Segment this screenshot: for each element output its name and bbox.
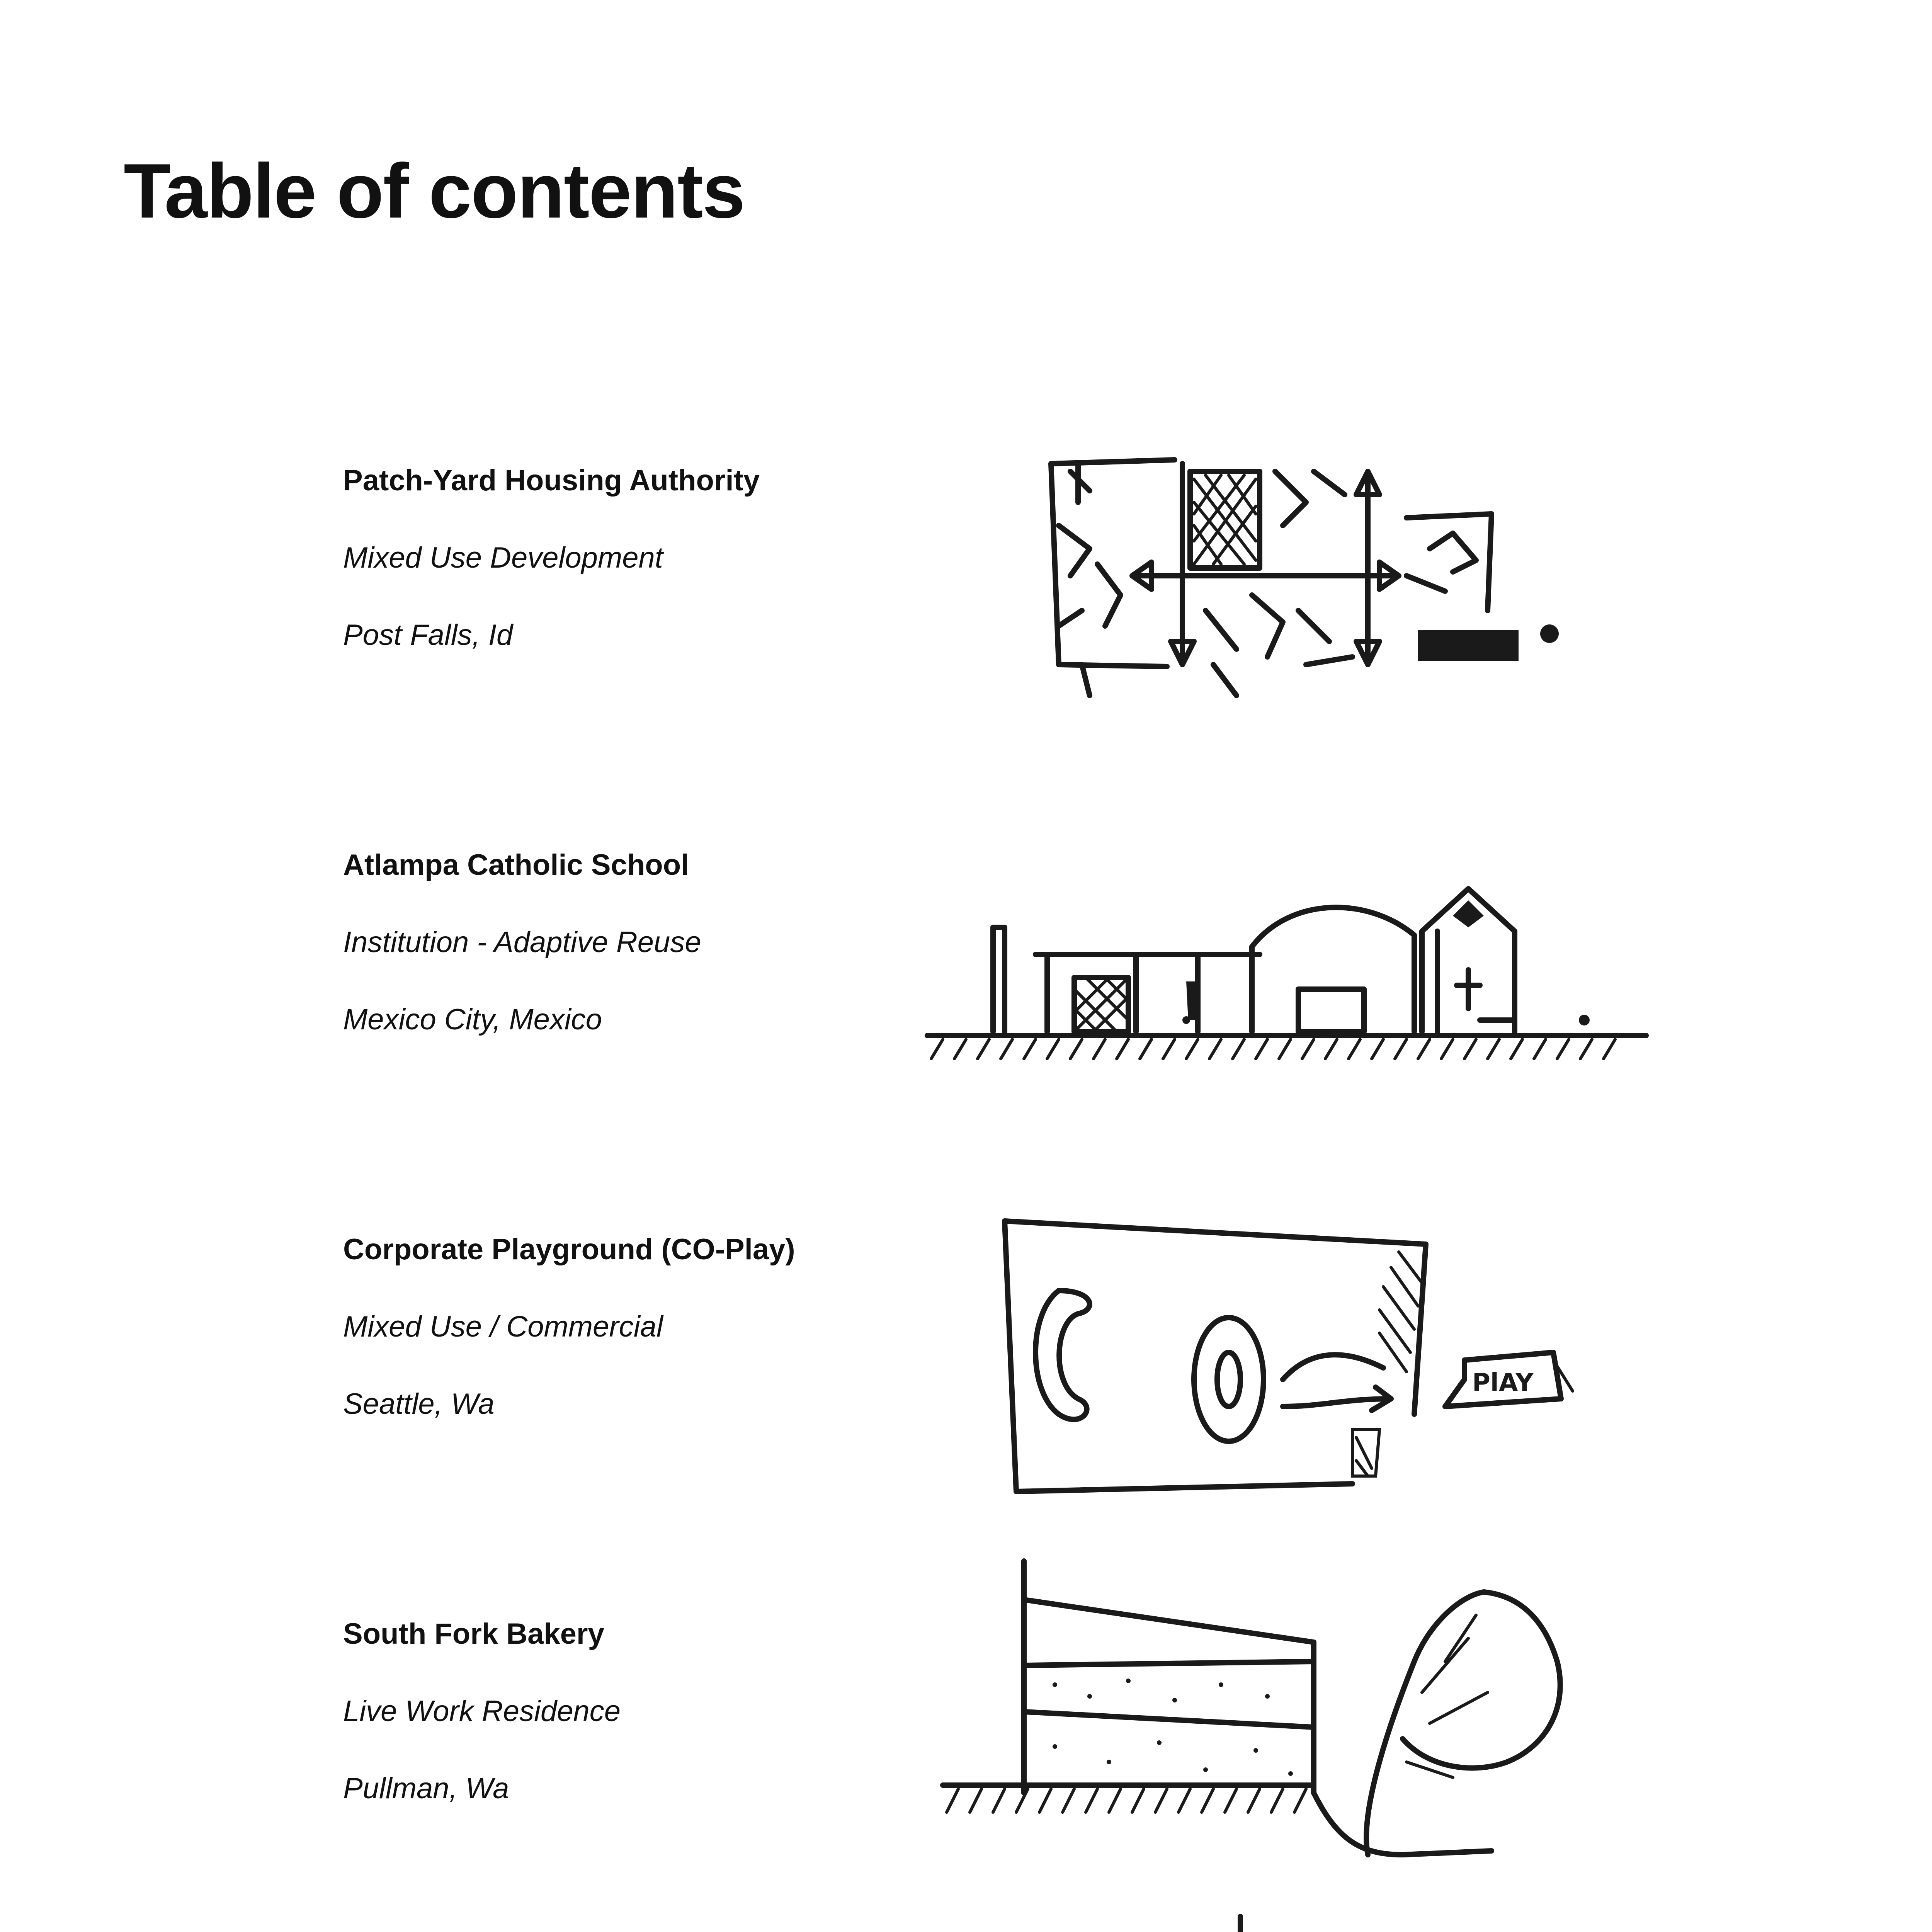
bakery-section-sketch-icon bbox=[927, 1546, 1654, 1893]
entry-type: Institution - Adaptive Reuse bbox=[343, 926, 701, 959]
entry-type: Mixed Use Development bbox=[343, 541, 663, 574]
entry-title bbox=[343, 848, 689, 882]
entry-title bbox=[343, 464, 760, 497]
entry-location: Pullman, Wa bbox=[343, 1772, 509, 1805]
residence-elevation-sketch-icon bbox=[920, 1901, 1654, 1932]
toc-entry-co-play[interactable] bbox=[343, 1233, 923, 1434]
page-title: Table of contents bbox=[124, 148, 745, 234]
toc-entry-patch-yard[interactable] bbox=[343, 464, 923, 665]
entry-location: Post Falls, Id bbox=[343, 619, 513, 651]
entry-title-text: Corporate Playground (CO-Play) bbox=[343, 1233, 795, 1266]
entry-title bbox=[343, 1617, 604, 1651]
co-play-logo-sketch-icon bbox=[981, 1198, 1600, 1515]
entry-title-text: Atlampa Catholic School bbox=[343, 849, 689, 881]
toc-entry-south-fork[interactable] bbox=[343, 1617, 923, 1818]
entry-location: Mexico City, Mexico bbox=[343, 1003, 602, 1036]
toc-entry-atlampa[interactable] bbox=[343, 848, 923, 1049]
entry-title-text: South Fork Bakery bbox=[343, 1617, 604, 1650]
entry-type: Mixed Use / Commercial bbox=[343, 1310, 663, 1343]
entry-title bbox=[343, 1233, 795, 1266]
school-elevation-sketch-icon bbox=[920, 827, 1654, 1082]
sketch-play-text: PlAY bbox=[1472, 1369, 1534, 1397]
site-plan-sketch-icon bbox=[1036, 448, 1584, 703]
entry-type: Live Work Residence bbox=[343, 1695, 621, 1728]
entry-location: Seattle, Wa bbox=[343, 1388, 495, 1420]
entry-title-text: Patch-Yard Housing Authority bbox=[343, 464, 760, 497]
